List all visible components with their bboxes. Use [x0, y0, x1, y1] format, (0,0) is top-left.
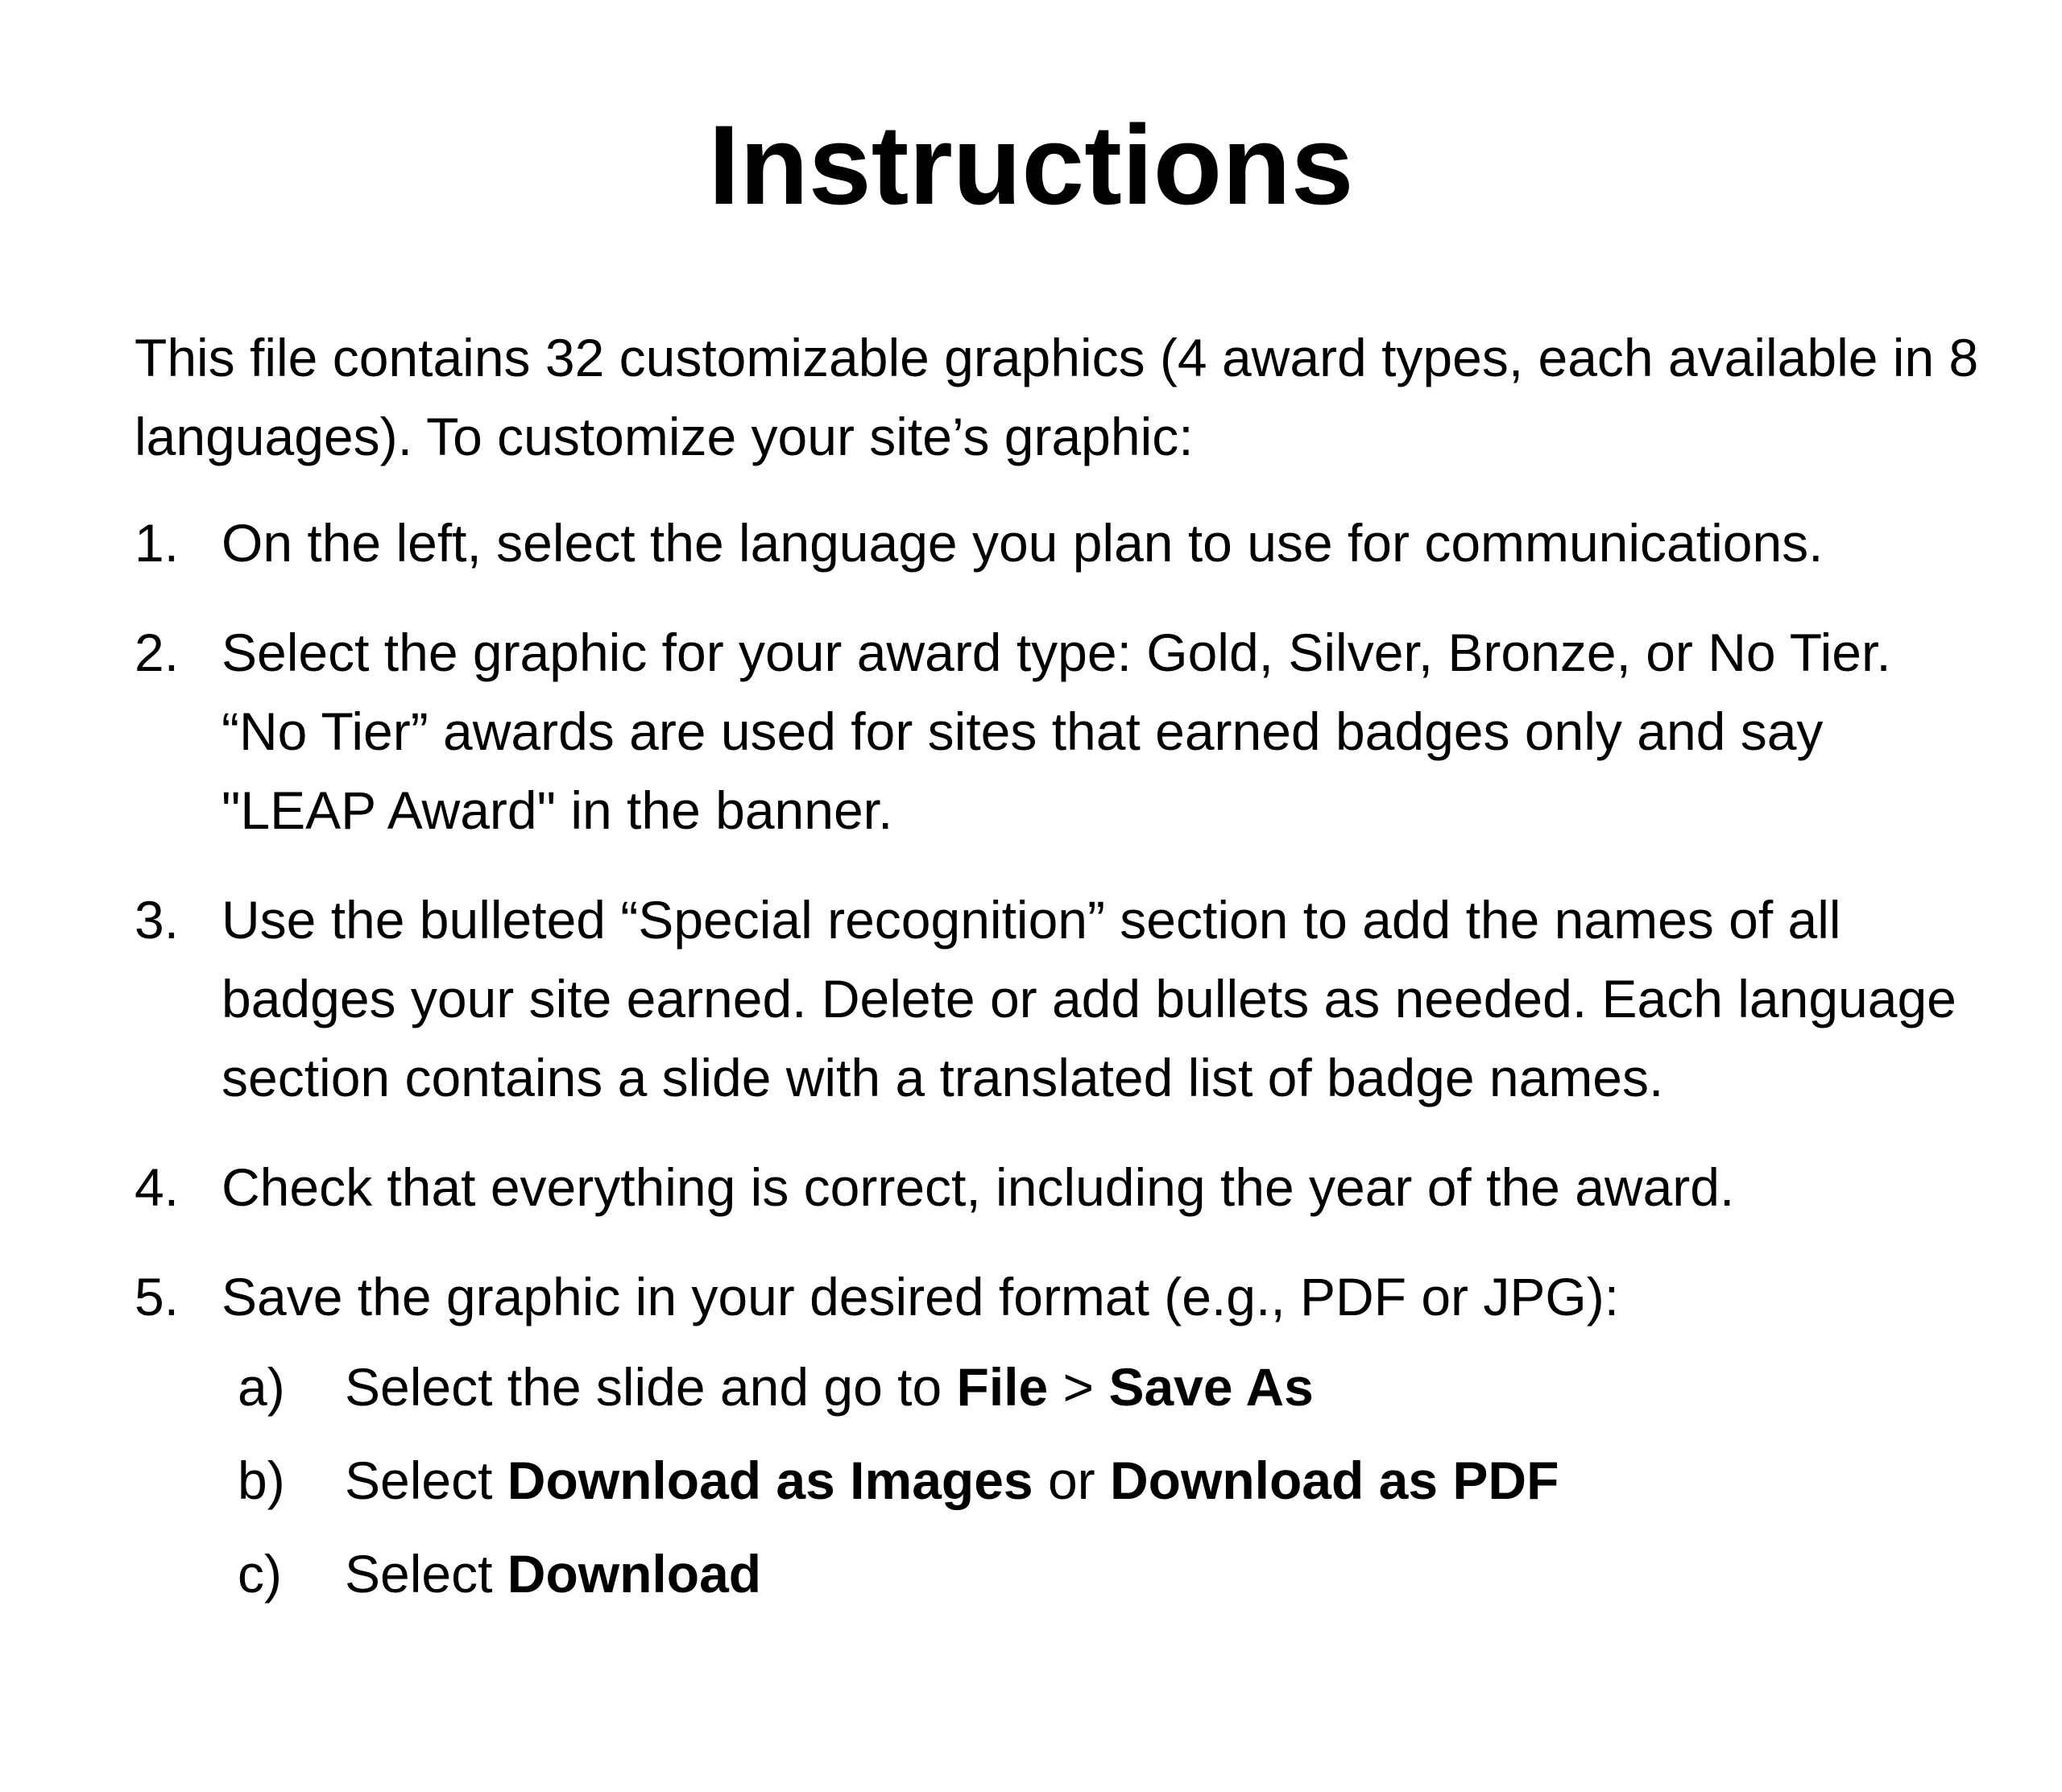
step-number: 5. [135, 1267, 180, 1326]
substep-text: Select the slide and go to [345, 1357, 957, 1417]
menu-separator: > [1048, 1357, 1109, 1417]
substep-b [238, 1441, 2003, 1520]
step-text: Save the graphic in your desired format (e.g., PDF or JPG): [222, 1267, 1620, 1326]
step-number: 2. [135, 623, 180, 682]
download-as-images-label: Download as Images [507, 1451, 1033, 1510]
step-text: On the left, select the language you plan to use for communications. [222, 513, 1824, 573]
download-label: Download [507, 1544, 762, 1604]
substep-label: a) [238, 1357, 285, 1417]
step-3 [135, 880, 1987, 1117]
save-as-label: Save As [1108, 1357, 1314, 1417]
substep-text: Select [345, 1451, 507, 1510]
step-4 [135, 1148, 1987, 1227]
substep-connector: or [1033, 1451, 1110, 1510]
step-text: Use the bulleted “Special recognition” section to add the names of all badges your site earned. Delete or add bullets as needed. Each language section contains a slide with a translated list of badge names. [222, 890, 1956, 1107]
save-substeps-list [222, 1347, 1987, 1613]
step-number: 4. [135, 1157, 180, 1217]
substep-label: b) [238, 1451, 285, 1510]
step-text: Select the graphic for your award type: Gold, Silver, Bronze, or No Tier. “No Tier” awards are used for sites that earned badges only and say "LEAP Award" in the banner. [222, 623, 1891, 840]
page-title: Instructions [708, 101, 1354, 228]
step-2 [135, 613, 1987, 850]
substep-a [238, 1347, 2003, 1426]
step-1 [135, 503, 1987, 582]
step-number: 3. [135, 890, 180, 950]
substep-text: Select [345, 1544, 507, 1604]
intro-paragraph: This file contains 32 customizable graphics (4 award types, each available in 8 languages). To customize your site’s graphic: [135, 328, 1979, 466]
download-as-pdf-label: Download as PDF [1110, 1451, 1559, 1510]
instruction-steps-list [135, 503, 1987, 1644]
step-text: Check that everything is correct, including the year of the award. [222, 1157, 1735, 1217]
step-5 [135, 1257, 1987, 1613]
substep-c [238, 1534, 2003, 1613]
substep-label: c) [238, 1544, 282, 1604]
step-number: 1. [135, 513, 180, 573]
file-menu-label: File [956, 1357, 1049, 1417]
